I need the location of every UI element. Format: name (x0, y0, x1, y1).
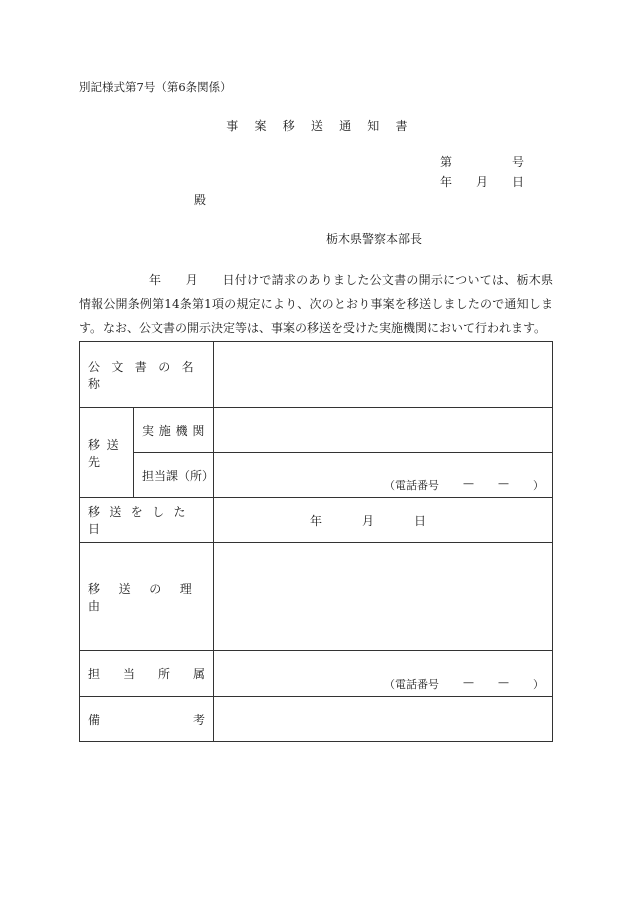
label-char: 担 (88, 667, 101, 681)
transfer-reason-value[interactable] (214, 543, 553, 651)
responsible-section-value[interactable] (214, 453, 553, 498)
label-char: 当 (122, 667, 135, 681)
addressee-suffix: 殿 (194, 193, 207, 207)
phone-dash: — (498, 676, 509, 689)
phone-label: （電話番号 (384, 678, 439, 691)
issue-date-line (440, 175, 524, 189)
remarks-value[interactable] (214, 697, 553, 742)
transfer-date-year: 年 (309, 513, 322, 528)
label-char: 所 (157, 667, 170, 681)
table-row (80, 651, 553, 697)
phone-close: ） (533, 479, 544, 492)
transfer-details-table (79, 341, 553, 742)
transfer-date-month: 月 (361, 513, 374, 528)
destination-label-cell (80, 408, 134, 498)
form-number: 別記様式第7号（第6条関係） (79, 80, 232, 94)
destination-label: 移送先 (88, 437, 126, 469)
table-row (80, 453, 553, 498)
date-year: 年 (440, 175, 453, 189)
page-title: 事案移送通知書 (226, 119, 424, 133)
table-row (80, 543, 553, 651)
date-month: 月 (475, 175, 488, 189)
number-prefix: 第 (440, 155, 453, 169)
transfer-date-fields (214, 512, 552, 529)
label-char: 考 (192, 712, 205, 727)
transfer-reason-label-cell (80, 543, 214, 651)
transfer-date-label: 移送をした日 (88, 505, 195, 536)
responsible-section-label: 担当課（所） (142, 468, 215, 483)
document-name-label: 公文書の名称 (88, 359, 206, 391)
phone-number-field (384, 676, 544, 692)
table-row (80, 697, 553, 742)
document-name-label-cell (80, 342, 214, 408)
table-row (80, 498, 553, 543)
remarks-label-cell (80, 697, 214, 742)
responsible-department-label-cell (80, 651, 214, 697)
phone-label: （電話番号 (384, 479, 439, 492)
implementing-agency-label-cell (134, 408, 214, 453)
body-paragraph-2: なお、公文書の開示決定等は、事案の移送を受けた実施機関において行われます。 (103, 321, 547, 335)
remarks-label (80, 711, 213, 728)
phone-number-field (384, 477, 544, 493)
number-suffix: 号 (511, 155, 524, 169)
transfer-date-value[interactable] (214, 498, 553, 543)
date-day: 日 (511, 175, 524, 189)
responsible-department-value[interactable] (214, 651, 553, 697)
label-char: 属 (192, 667, 205, 681)
issuer-name: 栃木県警察本部長 (326, 232, 423, 246)
document-number-line (440, 155, 524, 169)
body-paragraph-1: 年 月 日付けで請求のありました公文書の開示については、栃木県情報公開条例第14条第1項の規定により、次のとおり事案を移送しましたので通知します。 (79, 273, 553, 335)
table-row (80, 342, 553, 408)
table-row (80, 408, 553, 453)
responsible-department-label (80, 665, 213, 682)
implementing-agency-value[interactable] (214, 408, 553, 453)
phone-dash: — (463, 477, 474, 490)
transfer-date-day: 日 (414, 513, 427, 528)
document-name-value[interactable] (214, 342, 553, 408)
transfer-date-label-cell (80, 498, 214, 543)
phone-dash: — (498, 477, 509, 490)
phone-close: ） (533, 678, 544, 691)
implementing-agency-label: 実施機関 (142, 423, 210, 438)
label-char: 備 (88, 712, 101, 727)
phone-dash: — (463, 676, 474, 689)
transfer-reason-label: 移送の理由 (88, 581, 211, 613)
responsible-section-label-cell (134, 453, 214, 498)
